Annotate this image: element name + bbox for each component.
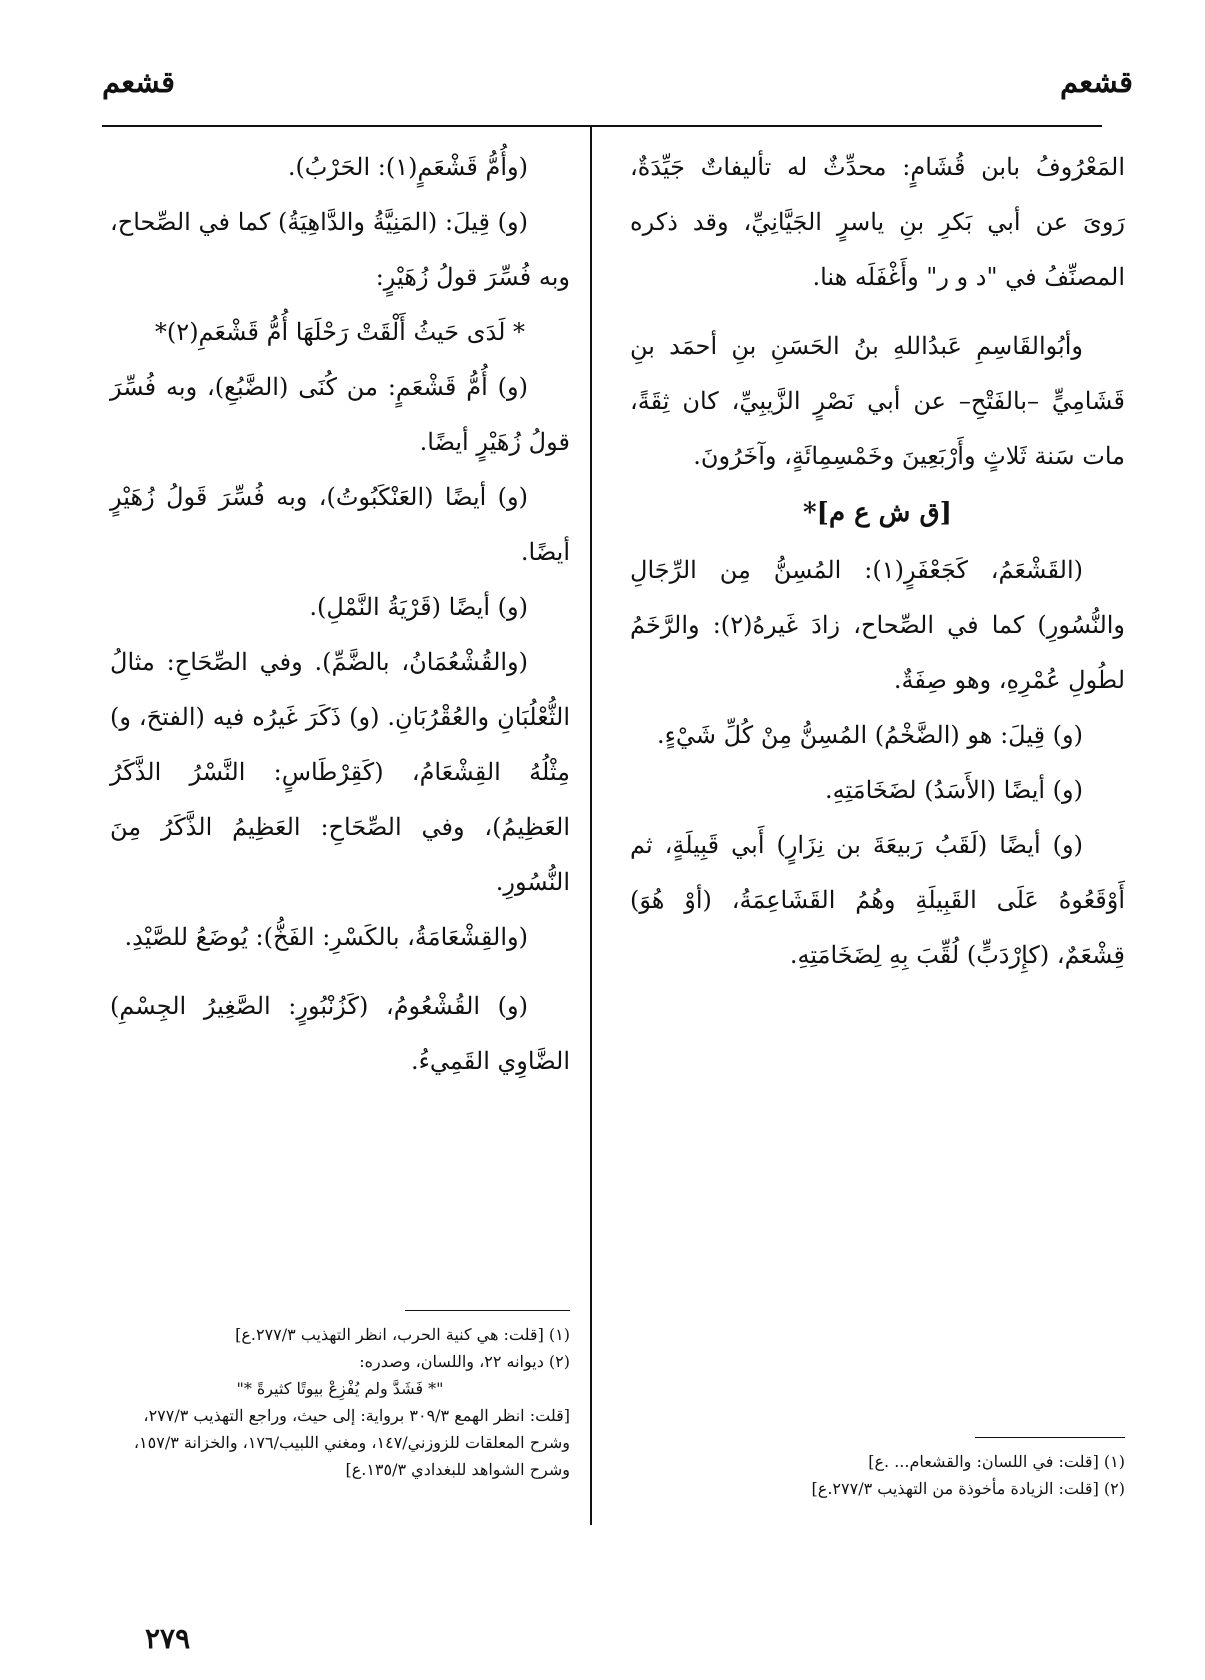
footnote-verse: "* فَشَدَّ ولم يُفْزِعْ بيوتًا كثيرةً *" — [236, 1379, 444, 1398]
paragraph: (و) أيضًا (الأَسَدُ) لضَخَامَتِهِ. — [825, 776, 1083, 804]
header-rule — [102, 125, 1102, 127]
footnote-rule — [975, 1437, 1125, 1438]
footnotes-left — [110, 1310, 570, 1483]
column-divider — [590, 125, 592, 1525]
left-column — [110, 140, 570, 1089]
paragraph: (و) أيضًا (قَرْيَةُ النَّمْلِ). — [309, 593, 528, 621]
page-number: ٢٧٩ — [145, 1622, 191, 1655]
paragraph: وأبُوالقَاسِمِ عَبدُاللهِ بنُ الحَسَنِ بنِ أحمَد بنِ قَشَامِيٍّ –بالفَتْحِ– عن أبي نَصْرٍ الزَّيبِيِّ، كان ثِقَةً، مات سَنة ثَلاثٍ وأَرْبَعِينَ وخَمْسِمِائَةٍ، وآخَرُونَ. — [630, 332, 1125, 470]
footnote: [قلت: انظر الهمع ٣٠٩/٣ برواية: إلى حيث، وراجع التهذيب ٢٧٧/٣، وشرح المعلقات للزوزني/١٤٧، ومغني اللبيب/١٧٦، والخزانة ١٥٧/٣، وشرح الشواهد للبغدادي ١٣٥/٣.ع] — [133, 1406, 570, 1479]
paragraph: (و) أيضًا (لَقَبُ رَبيعَةَ بن نِزَارٍ) أَبي قَبِيلَةٍ، ثم أَوْقَعُوهُ عَلَى القَبِيلَةِ وهُمُ القَشَاعِمَةُ، (أوْ هُوَ) قِشْعَمٌ، (كإِرْدَبٍّ) لُقِّبَ بِهِ لِضَخَامَتِهِ. — [630, 831, 1125, 969]
paragraph: (و) قِيلَ: (المَنِيَّةُ والدَّاهِيَةُ) كما في الصِّحاح، وبه فُسِّرَ قولُ زُهَيْرٍ: — [110, 208, 570, 291]
right-column — [630, 140, 1125, 983]
paragraph: (والقُشْعُمَانُ، بالضَّمِّ). وفي الصِّحَاحِ: مثالُ الثُّعْلُبَانِ والعُقْرُبَانِ. (و) ذَكَرَ غَيرُه فيه (الفتحَ، و) مِثْلُهُ القِشْعَامُ، (كَقِرْطَاسٍ: النَّسْرُ الذَّكَرُ العَظِيمُ)، وفي الصِّحَاحِ: العَظِيمُ الذَّكَرُ مِنَ النُّسُورِ. — [110, 648, 570, 896]
footnote-rule — [405, 1310, 570, 1311]
paragraph: (و) أيضًا (العَنْكَبُوتُ)، وبه فُسِّرَ قَولُ زُهَيْرٍ أيضًا. — [110, 483, 570, 566]
entry-heading: [ق ش ع م]* — [803, 498, 952, 528]
verse-line: * لَدَى حَيثُ أَلْقَتْ رَحْلَهَا أُمُّ قَشْعَمِ(٢)* — [154, 318, 526, 346]
footnote: (١) [قلت: في اللسان: والقشعام... .ع] — [868, 1452, 1125, 1471]
footnotes-right — [630, 1437, 1125, 1502]
paragraph: (والقِشْعَامَةُ، بالكَسْرِ: الفَخُّ): يُوضَعُ للصَّيْدِ. — [124, 923, 528, 951]
footnote: (١) [قلت: هي كنية الحرب، انظر التهذيب ٢٧٧/٣.ع] — [235, 1325, 570, 1344]
paragraph: المَعْرُوفُ بابن قُشَامٍ: محدِّثٌ له تأليفاتٌ جَيِّدَةٌ، رَوىَ عن أبي بَكرِ بنِ ياسرٍ الجَيَّانِيِّ، وقد ذكره المصنِّفُ في "د و ر" وأَغْفَلَه هنا. — [630, 153, 1125, 291]
footnote: (٢) [قلت: الزيادة مأخوذة من التهذيب ٢٧٧/٣.ع] — [811, 1479, 1125, 1498]
paragraph: (القَشْعَمُ، كَجَعْفَرٍ(١): المُسِنُّ مِن الرِّجَالِ والنُّسُورِ) كما في الصِّحاح، زادَ غَيرهُ(٢): والرَّخَمُ لطُولِ عُمْرِهِ، وهو صِفَةٌ. — [630, 556, 1126, 694]
footnote: (٢) ديوانه ٢٢، واللسان، وصدره: — [359, 1352, 570, 1371]
paragraph: (و) قِيلَ: هو (الضَّخْمُ) المُسِنُّ مِنْ كُلِّ شَيْءٍ. — [656, 721, 1083, 749]
running-head-left: قشعم — [102, 65, 176, 99]
paragraph: (و) أُمُّ قَشْعَمٍ: من كُنَى (الضَّبُعِ)، وبه فُسِّرَ قولُ زُهَيْرٍ أيضًا. — [110, 373, 570, 456]
paragraph: (و) القُشْعُومُ، (كَزُنْبُورٍ: الصَّغِيرُ الجِسْمِ) الضَّاوِي القَمِيءُ. — [110, 992, 570, 1075]
running-head-right: قشعم — [1059, 65, 1133, 99]
paragraph: (وأُمُّ قَشْعَمٍ(١): الحَرْبُ). — [287, 153, 528, 181]
